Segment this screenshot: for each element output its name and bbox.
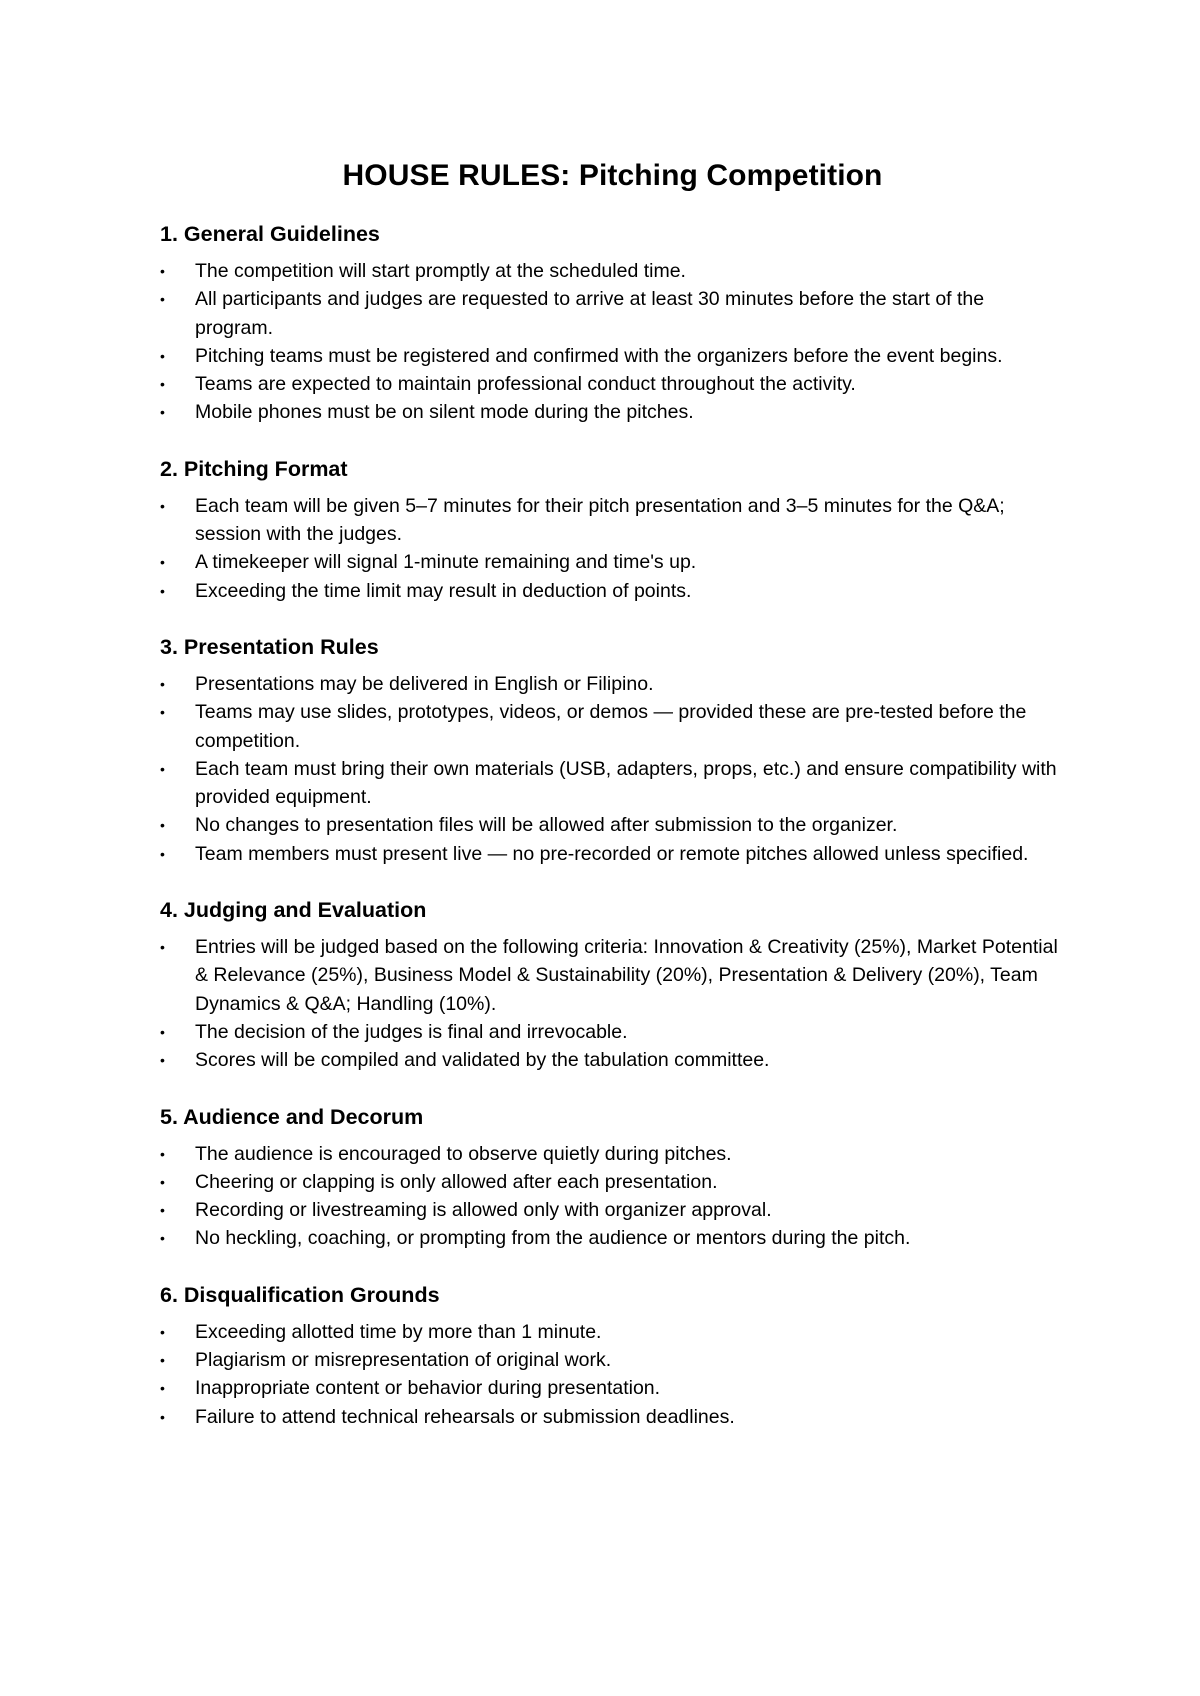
bullet-icon: • — [160, 1145, 165, 1162]
list-item — [160, 548, 1065, 576]
rule-text: Each team must bring their own materials (USB, adapters, props, etc.) and ensure compatibility with provided equipment. — [195, 757, 1057, 809]
bullet-icon: • — [160, 263, 165, 279]
list-item — [160, 285, 1065, 342]
rule-text: Failure to attend technical rehearsals or submission deadlines. — [195, 1405, 735, 1428]
rule-list — [160, 1140, 1065, 1253]
list-item — [160, 1374, 1065, 1402]
rule-text: A timekeeper will signal 1-minute remaining and time's up. — [195, 551, 697, 574]
rule-text: No heckling, coaching, or prompting from the audience or mentors during the pitch. — [195, 1227, 911, 1250]
section-heading: 3. Presentation Rules — [160, 634, 379, 659]
bullet-icon: • — [160, 582, 165, 599]
bullet-icon: • — [160, 817, 165, 834]
list-item — [160, 398, 1065, 426]
section-disqualification-grounds — [160, 1282, 1065, 1431]
rule-text: Exceeding the time limit may result in deduction of points. — [195, 579, 692, 602]
rule-text: All participants and judges are requested to arrive at least 30 minutes before the start of the program. — [195, 288, 985, 339]
rule-text: Teams are expected to maintain professional conduct throughout the activity. — [195, 373, 856, 396]
rule-text: No changes to presentation files will be allowed after submission to the organizer. — [195, 814, 898, 837]
bullet-icon: • — [160, 1202, 165, 1219]
bullet-icon: • — [160, 704, 165, 721]
bullet-icon: • — [160, 939, 165, 956]
rule-list — [160, 670, 1065, 868]
bullet-icon: • — [160, 554, 165, 571]
bullet-icon: • — [160, 291, 165, 308]
bullet-icon: • — [160, 1230, 165, 1247]
list-item — [160, 492, 1065, 549]
section-heading: 2. Pitching Format — [160, 456, 348, 481]
rule-text: Recording or livestreaming is allowed only with organizer approval. — [195, 1199, 772, 1222]
rule-text: Inappropriate content or behavior during presentation. — [195, 1377, 661, 1400]
rule-list — [160, 492, 1065, 605]
list-item — [160, 1346, 1065, 1374]
list-item — [160, 755, 1065, 812]
bullet-icon: • — [160, 1323, 165, 1340]
bullet-icon: • — [160, 1052, 165, 1069]
list-item — [160, 1196, 1065, 1224]
rule-list — [160, 933, 1065, 1074]
bullet-icon: • — [160, 497, 165, 514]
list-item — [160, 257, 1065, 285]
section-heading: 5. Audience and Decorum — [160, 1104, 424, 1129]
list-item — [160, 1318, 1065, 1346]
list-item — [160, 933, 1065, 1018]
rule-text: Entries will be judged based on the following criteria: Innovation & Creativity (25%), Market Potential & Relevance (25%), Business Model & Sustainability (20%), Presentation & Delivery (20%), Team Dynamics & Q&A; Handling (10%). — [195, 936, 1058, 1015]
rule-text: The audience is encouraged to observe quietly during pitches. — [195, 1142, 732, 1165]
bullet-icon: • — [160, 760, 165, 777]
bullet-icon: • — [160, 347, 165, 364]
rule-text: Mobile phones must be on silent mode during the pitches. — [195, 401, 694, 424]
rule-text: Exceeding allotted time by more than 1 minute. — [195, 1320, 602, 1343]
section-general-guidelines — [160, 221, 1065, 427]
rule-list — [160, 1318, 1065, 1431]
list-item — [160, 840, 1065, 868]
list-item — [160, 342, 1065, 370]
rule-text: Presentations may be delivered in English or Filipino. — [195, 672, 654, 695]
list-item — [160, 670, 1065, 698]
list-item — [160, 1168, 1065, 1196]
section-audience-decorum — [160, 1104, 1065, 1253]
document-page — [160, 150, 1065, 1431]
section-judging-evaluation — [160, 897, 1065, 1074]
bullet-icon: • — [160, 404, 165, 421]
list-item — [160, 1224, 1065, 1252]
rule-text: Cheering or clapping is only allowed after each presentation. — [195, 1170, 718, 1193]
section-heading: 4. Judging and Evaluation — [160, 898, 427, 923]
rule-text: Plagiarism or misrepresentation of original work. — [195, 1349, 612, 1372]
bullet-icon: • — [160, 1408, 165, 1425]
list-item — [160, 811, 1065, 839]
rule-list — [160, 257, 1065, 427]
rule-text: Scores will be compiled and validated by the tabulation committee. — [195, 1049, 770, 1072]
rule-text: Team members must present live — no pre-recorded or remote pitches allowed unless specified. — [195, 842, 1029, 865]
rule-text: Teams may use slides, prototypes, videos, or demos — provided these are pre-tested before the competition. — [195, 701, 1027, 752]
rule-text: The decision of the judges is final and irrevocable. — [195, 1020, 628, 1043]
list-item — [160, 1403, 1065, 1431]
bullet-icon: • — [160, 1023, 165, 1040]
section-pitching-format — [160, 456, 1065, 605]
list-item — [160, 1140, 1065, 1168]
rule-text: Each team will be given 5–7 minutes for their pitch presentation and 3–5 minutes for the Q&A; session with the judges. — [195, 494, 1005, 546]
list-item — [160, 370, 1065, 398]
bullet-icon: • — [160, 675, 165, 692]
list-item — [160, 1018, 1065, 1046]
rule-text: Pitching teams must be registered and confirmed with the organizers before the event begins. — [195, 344, 1003, 367]
section-presentation-rules — [160, 634, 1065, 868]
list-item — [160, 698, 1065, 755]
bullet-icon: • — [160, 1380, 165, 1397]
rule-text: The competition will start promptly at the scheduled time. — [195, 260, 686, 282]
list-item — [160, 577, 1065, 605]
bullet-icon: • — [160, 376, 165, 393]
bullet-icon: • — [160, 1173, 165, 1190]
section-heading: 1. General Guidelines — [160, 222, 380, 246]
bullet-icon: • — [160, 845, 165, 862]
section-heading: 6. Disqualification Grounds — [160, 1282, 440, 1307]
document-title: HOUSE RULES: Pitching Competition — [342, 159, 883, 192]
bullet-icon: • — [160, 1352, 165, 1369]
list-item — [160, 1046, 1065, 1074]
